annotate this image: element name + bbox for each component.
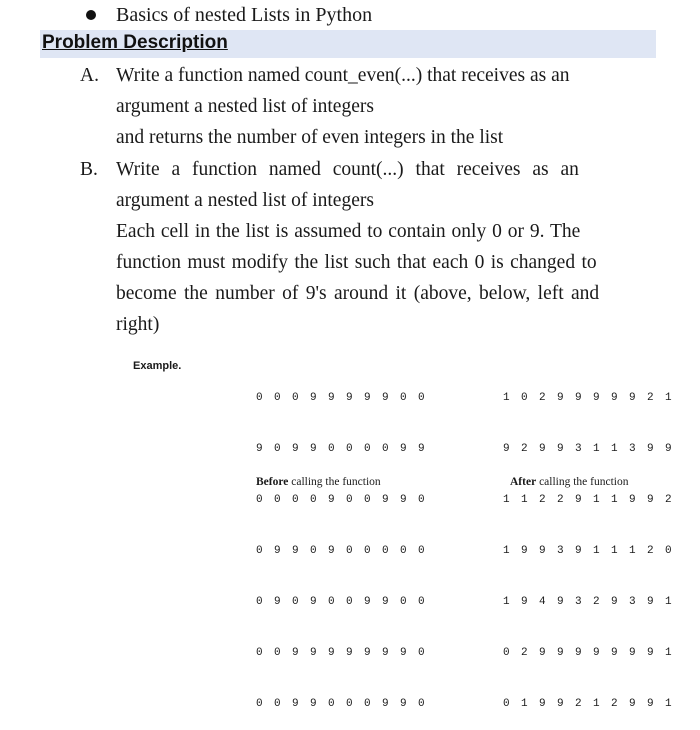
grid-row: 0 0 9 9 9 9 9 9 9 0 xyxy=(256,647,428,659)
after-caption-rest: calling the function xyxy=(536,476,629,488)
before-caption-rest: calling the function xyxy=(288,476,381,488)
grid-row: 0 0 9 9 0 0 0 9 9 0 xyxy=(256,698,428,710)
bullet-icon xyxy=(86,10,96,20)
item-line: and returns the number of even integers in the list xyxy=(116,127,504,148)
after-caption xyxy=(510,476,628,488)
grid-row: 1 9 9 3 9 1 1 1 2 0 xyxy=(503,545,675,557)
grid-row: 1 9 4 9 3 2 9 3 9 1 xyxy=(503,596,675,608)
item-line: argument a nested list of integers xyxy=(116,190,374,211)
item-letter: A. xyxy=(80,65,99,86)
item-line: Each cell in the list is assumed to contain only 0 or 9. The xyxy=(116,221,581,242)
grid-row: 0 0 0 0 9 0 0 9 9 0 xyxy=(256,494,428,506)
grid-row: 1 1 2 2 9 1 1 9 9 2 xyxy=(503,494,675,506)
section-title: Problem Description xyxy=(42,32,228,53)
before-caption xyxy=(256,476,381,488)
before-grid xyxy=(256,356,427,730)
item-line: right) xyxy=(116,314,160,335)
grid-row: 0 0 0 9 9 9 9 9 0 0 xyxy=(256,392,428,404)
grid-row: 9 0 9 9 0 0 0 0 9 9 xyxy=(256,443,428,455)
item-letter: B. xyxy=(80,159,98,180)
item-line: Write a function named count_even(...) that receives as an xyxy=(116,65,570,86)
after-grid xyxy=(503,356,674,730)
grid-row: 0 9 0 9 0 0 9 9 0 0 xyxy=(256,596,428,608)
item-line: argument a nested list of integers xyxy=(116,96,374,117)
topic-bullet xyxy=(86,0,372,30)
before-caption-bold: Before xyxy=(256,476,289,488)
item-line: Write a function named count(...) that receives as an xyxy=(116,159,579,180)
grid-row: 1 0 2 9 9 9 9 9 2 1 xyxy=(503,392,675,404)
grid-row: 0 2 9 9 9 9 9 9 9 1 xyxy=(503,647,675,659)
grid-row: 0 9 9 0 9 0 0 0 0 0 xyxy=(256,545,428,557)
grid-row: 9 2 9 9 3 1 1 3 9 9 xyxy=(503,443,675,455)
grid-row: 0 1 9 9 2 1 2 9 9 1 xyxy=(503,698,675,710)
topic-text: Basics of nested Lists in Python xyxy=(116,3,373,26)
section-header xyxy=(40,30,656,58)
item-line: become the number of 9's around it (above, below, left and xyxy=(116,283,600,304)
example-label: Example. xyxy=(133,360,182,372)
item-line: function must modify the list such that each 0 is changed to xyxy=(116,252,597,273)
after-caption-bold: After xyxy=(510,476,537,488)
